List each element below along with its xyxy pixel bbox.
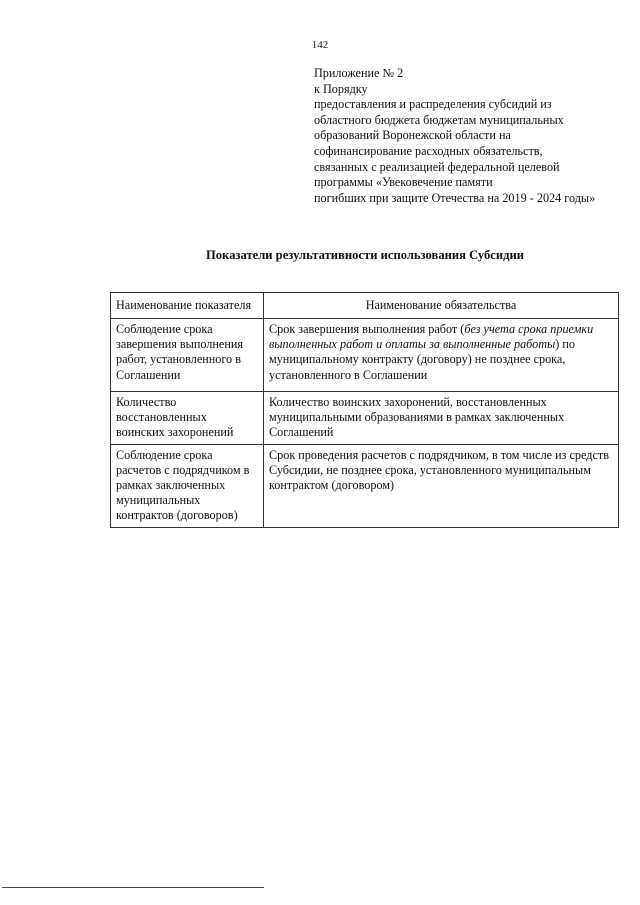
page-number: 142 bbox=[311, 39, 329, 51]
indicator-cell: Соблюдение срока завершения выполнения работ, установленного в Соглашении bbox=[111, 319, 264, 392]
obligation-italic-note: без учета срока приемки выполненных работ и оплаты за выполненные работы bbox=[269, 322, 594, 352]
footer-rule bbox=[2, 887, 264, 888]
document-title: Показатели результативности использования Субсидии bbox=[205, 248, 525, 262]
appendix-line: образований Воронежской области на bbox=[314, 128, 511, 143]
appendix-line: Приложение № 2 bbox=[314, 66, 404, 80]
obligation-cell bbox=[264, 319, 619, 392]
table-row bbox=[111, 392, 619, 445]
appendix-line: программы «Увековечение памяти bbox=[314, 175, 493, 190]
appendix-line: софинансирование расходных обязательств, bbox=[314, 143, 543, 158]
obligation-text: Срок завершения выполнения работ ( bbox=[269, 322, 465, 336]
obligation-cell: Количество воинских захоронений, восстановленных муниципальными образованиями в рамках заключенных Соглашений bbox=[264, 392, 619, 445]
indicator-cell: Соблюдение срока расчетов с подрядчиком в рамках заключенных муниципальных контрактов (договоров) bbox=[111, 444, 264, 527]
table-header-row bbox=[111, 293, 619, 319]
obligation-cell: Срок проведения расчетов с подрядчиком, в том числе из средств Субсидии, не позднее срока, установленного муниципальным контрактом (договором) bbox=[264, 444, 619, 527]
indicators-table bbox=[110, 292, 619, 528]
header-obligation-name: Наименование обязательства bbox=[264, 293, 619, 319]
appendix-line: погибших при защите Отечества на 2019 - 2024 годы» bbox=[314, 190, 596, 205]
appendix-line: областного бюджета бюджетам муниципальных bbox=[314, 112, 564, 127]
appendix-line: связанных с реализацией федеральной целевой bbox=[314, 159, 560, 174]
header-indicator-name: Наименование показателя bbox=[111, 293, 264, 319]
table-row bbox=[111, 319, 619, 392]
obligation-text: ) по муниципальному контракту (договору) не позднее срока, установленного в Соглашении bbox=[269, 337, 576, 382]
indicator-cell: Количество восстановленных воинских захоронений bbox=[111, 392, 264, 445]
table-row bbox=[111, 444, 619, 527]
appendix-line: к Порядку bbox=[314, 81, 368, 96]
appendix-line: предоставления и распределения субсидий из bbox=[314, 97, 552, 112]
appendix-reference-block bbox=[314, 66, 614, 206]
